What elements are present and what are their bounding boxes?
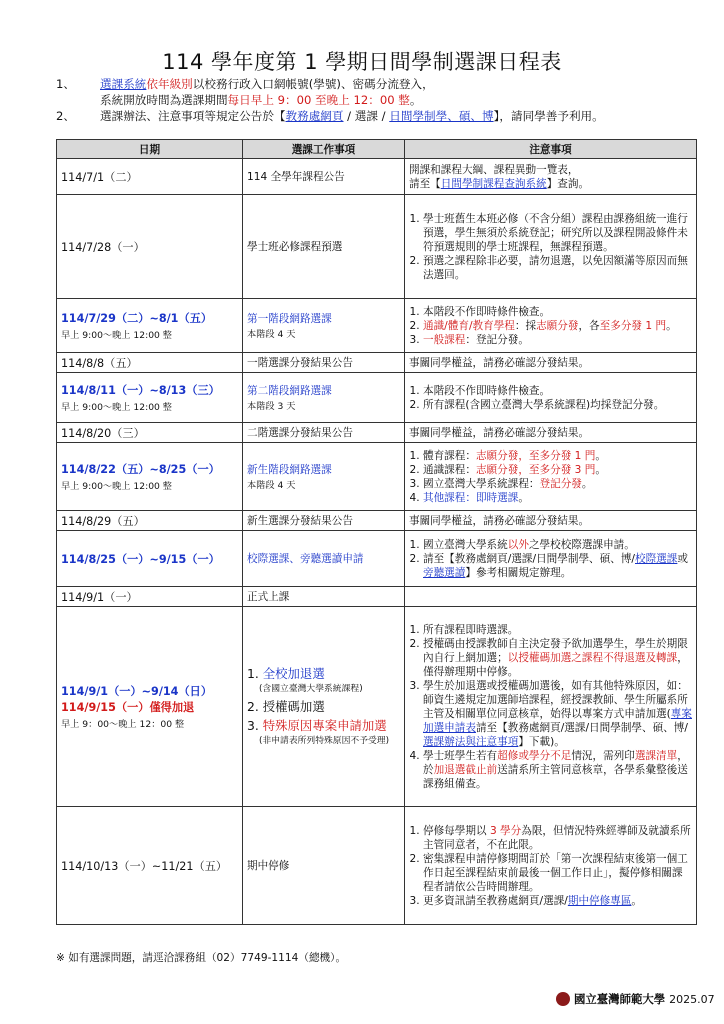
work-list-sub: (含國立臺灣大學系統課程): [259, 684, 363, 694]
text-run: 以校務行政入口網帳號(學號)、密碼分流登入，: [192, 77, 434, 91]
table-row: [57, 353, 697, 373]
text-run: 登記分發: [539, 477, 582, 490]
notes-cell: [405, 195, 697, 299]
work-title: 新生階段網路選課: [247, 464, 332, 476]
work-list-item: [247, 716, 400, 735]
text-run: 依年級別: [146, 77, 193, 91]
work-cell: [243, 531, 405, 587]
text-run: 。: [518, 491, 529, 504]
notes-list: [409, 449, 692, 505]
text-run: 國立臺灣大學系統: [423, 538, 508, 551]
work-list-sub: (非申請表所列特殊原因不予受理): [259, 736, 390, 746]
table-row: [57, 373, 697, 423]
notes-cell: [405, 607, 697, 807]
work-title: 第二階段網路選課: [247, 385, 332, 397]
work-list-number: 1.: [247, 666, 263, 681]
text-run: 停修每學期以: [423, 824, 490, 837]
link-text[interactable]: 日間學制學、碩、博: [389, 109, 494, 123]
text-run: 請至【教務處網頁/選課/日間學制學、碩、博/: [423, 552, 635, 565]
notes-list: [409, 305, 692, 347]
work-cell: [243, 299, 405, 353]
text-run: 】查詢。: [546, 177, 590, 190]
schedule-table: [56, 139, 697, 925]
header-work: 選課工作事項: [243, 140, 405, 159]
date-range: 114/9/1（一）: [61, 590, 138, 604]
text-run: 系統開放時間為選課期間: [100, 93, 228, 107]
text-run: 以授權碼加選之課程不得退選及轉課: [507, 651, 678, 664]
date-cell: [57, 159, 243, 195]
note-item: [423, 463, 692, 477]
text-run: ，僅得辦理期中停修。: [423, 651, 688, 678]
work-duration: 本階段 4 天: [247, 480, 296, 491]
text-run: 所有課程(含國立臺灣大學系統課程)均採登記分發。: [423, 398, 665, 411]
text-run: 選課辦法、注意事項等規定公告於【: [100, 109, 286, 123]
note-item: [423, 824, 692, 852]
work-cell: [243, 423, 405, 443]
text-run: 。: [581, 477, 593, 490]
text-run: 。: [631, 894, 643, 907]
work-cell: [243, 511, 405, 531]
note-item: [423, 852, 692, 894]
text-run: 其他課程：即時選課: [423, 491, 519, 504]
work-list-item: [247, 697, 400, 716]
date-cell: [57, 587, 243, 607]
link-text[interactable]: 日間學制課程查詢系統: [440, 177, 547, 190]
text-run: / 選課 /: [343, 109, 390, 123]
work-cell: [243, 353, 405, 373]
text-run: 國立臺灣大學系統課程：: [423, 477, 540, 490]
text-run: 之學校校際選課申請。: [528, 538, 635, 551]
text-run: 超修或學分不足: [497, 749, 572, 762]
work-title: 學士班必修課程預選: [247, 241, 343, 253]
work-list-number: 3.: [247, 718, 263, 733]
text-run: 。: [595, 463, 606, 476]
table-row: [57, 531, 697, 587]
work-list-label: 全校加退選: [262, 666, 325, 681]
text-run: 事關同學權益，請務必確認分發結果。: [409, 426, 590, 439]
text-run: ，於: [423, 749, 688, 776]
text-run: 選課清單: [634, 749, 678, 762]
text-run: 授權碼由授課教師自主決定發予欲加選學生，學生於期限內自行上網加選；: [423, 637, 688, 664]
note-item: [423, 398, 692, 412]
note-item: [423, 477, 692, 491]
table-row: [57, 607, 697, 807]
text-run: 為限，但情況特殊經導師及就讀系所主管同意者，不在此限。: [423, 824, 691, 851]
notes-list: [409, 384, 692, 412]
work-duration: 本階段 3 天: [247, 401, 296, 412]
table-row: [57, 299, 697, 353]
work-cell: [243, 195, 405, 299]
text-run: 或: [677, 552, 688, 565]
table-row: [57, 807, 697, 925]
notes-cell: [405, 443, 697, 511]
date-cell: [57, 531, 243, 587]
date-range: 114/7/1（二）: [61, 170, 138, 184]
date-cell: [57, 807, 243, 925]
table-row: [57, 443, 697, 511]
text-run: 所有課程即時選課。: [423, 623, 519, 636]
text-run: 預選之課程除非必要，請勿退選，以免因額滿等原因而無法選回。: [423, 254, 688, 281]
text-run: 通識課程：: [423, 463, 476, 476]
note-item: [423, 449, 692, 463]
notes-list: [409, 623, 692, 791]
university-logo: [556, 991, 715, 1007]
date-cell: [57, 195, 243, 299]
intro-text-line2: [100, 92, 696, 108]
notes-cell: [405, 587, 697, 607]
work-list-number: 2.: [247, 699, 263, 714]
work-duration: 本階段 4 天: [247, 329, 296, 340]
text-run: 。: [595, 449, 606, 462]
text-run: 。: [666, 319, 677, 332]
note-line: [409, 356, 692, 370]
text-run: 以外: [507, 538, 529, 551]
table-row: [57, 511, 697, 531]
date-range: 114/8/29（五）: [61, 514, 145, 528]
work-cell: [243, 807, 405, 925]
work-cell: [243, 443, 405, 511]
text-run: 密集課程申請停修期間訂於「第一次課程結束後第一個工作日起至課程結束前最後一個工作日止」，擬停修相關課程者請依公告時間辦理。: [423, 852, 688, 893]
text-run: 更多資訊請至教務處網頁/選課/: [423, 894, 568, 907]
date-range: 114/9/1（一）~9/14（日）: [61, 685, 213, 698]
work-cell: [243, 159, 405, 195]
date-range: 114/8/11（一）~8/13（三）: [61, 384, 220, 397]
date-addendum: 114/9/15（一）僅得加退: [61, 701, 195, 714]
intro-number: 2、: [56, 109, 75, 123]
date-range: 114/7/29（二）~8/1（五）: [61, 312, 213, 325]
text-run: ：採: [514, 319, 537, 332]
work-title: 第一階段網路選課: [247, 313, 332, 325]
intro-item: [56, 108, 696, 124]
table-row: [57, 195, 697, 299]
date-range: 114/8/8（五）: [61, 356, 138, 370]
date-range: 114/7/28（一）: [61, 240, 145, 254]
header-notes: 注意事項: [405, 140, 697, 159]
note-item: [423, 333, 692, 347]
work-title: 114 全學年課程公告: [247, 171, 345, 183]
text-run: 每日早上 9：00 至晚上 12：00 整: [227, 93, 410, 107]
table-row: [57, 587, 697, 607]
notes-list: [409, 538, 692, 580]
notes-cell: [405, 353, 697, 373]
intro-number: 1、: [56, 77, 75, 91]
text-run: 學生於加退選或授權碼加選後，如有其他特殊原因，如：師資生遴規定加選師培課程，經授課教師、學生所屬系所主管及相關單位同意核章，始得以專案方式申請加選(: [423, 679, 688, 720]
work-list-label: 特殊原因專案申請加選: [262, 718, 387, 733]
date-range: 114/8/20（三）: [61, 426, 145, 440]
time-window: 早上 9:00～晚上 12:00 整: [61, 330, 172, 341]
text-run: 志願分發，至多分發 3 門: [475, 463, 596, 476]
table-row: [57, 159, 697, 195]
table-row: [57, 423, 697, 443]
note-line: [409, 426, 692, 440]
link-text[interactable]: 教務處網頁: [285, 109, 344, 123]
link-text[interactable]: 期中停修專區: [567, 894, 632, 907]
note-item: [423, 319, 692, 333]
date-range: 114/8/25（一）~9/15（一）: [61, 552, 220, 566]
work-cell: [243, 373, 405, 423]
intro-text: [100, 108, 696, 124]
text-run: 學士班學生若有: [423, 749, 498, 762]
text-run: 至多分發 1 門: [599, 319, 667, 332]
date-cell: [57, 443, 243, 511]
notes-list: [409, 212, 692, 282]
header-date: 日期: [57, 140, 243, 159]
note-item: [423, 212, 692, 254]
contact-note: ※ 如有選課問題，請逕洽課務組（02）7749-1114（總機）。: [56, 952, 347, 964]
time-window: 早上 9:00～晚上 12:00 整: [61, 481, 172, 492]
text-run: 3 學分: [489, 824, 522, 837]
notes-cell: [405, 531, 697, 587]
notes-cell: [405, 159, 697, 195]
note-item: [423, 305, 692, 319]
text-run: 加退選截止前: [433, 763, 498, 776]
text-run: 體育課程：: [423, 449, 476, 462]
text-run: 請至【教務處網頁/選課/日間學制學、碩、博/: [475, 721, 688, 734]
notes-cell: [405, 807, 697, 925]
work-cell: [243, 607, 405, 807]
intro-item: [56, 76, 696, 108]
link-text[interactable]: 校際選課: [635, 552, 678, 565]
page-title: 114 學年度第 1 學期日間學制選課日程表: [162, 50, 562, 74]
text-run: 通識/體育/教育學程: [423, 319, 515, 332]
date-cell: [57, 353, 243, 373]
notes-cell: [405, 511, 697, 531]
link-text[interactable]: 旁聽選讀: [423, 566, 466, 579]
date-cell: [57, 373, 243, 423]
text-run: 志願分發，至多分發 1 門: [475, 449, 596, 462]
notes-cell: [405, 299, 697, 353]
document-date: 2025.07: [669, 992, 715, 1006]
notes-cell: [405, 373, 697, 423]
text-run: 情況，需列印: [571, 749, 635, 762]
date-cell: [57, 511, 243, 531]
date-cell: [57, 607, 243, 807]
text-run: 本階段不作即時條件檢查。: [423, 305, 551, 318]
link-text[interactable]: 專案加選申請表: [423, 707, 692, 734]
note-line: [409, 514, 692, 528]
note-item: [423, 749, 692, 791]
intro-notes: [56, 76, 696, 124]
text-run: 志願分發: [536, 319, 579, 332]
notes-cell: [405, 423, 697, 443]
text-run: ，各: [578, 319, 600, 332]
text-run: 本階段不作即時條件檢查。: [423, 384, 551, 397]
date-range: 114/10/13（一）~11/21（五）: [61, 859, 228, 873]
note-item: [423, 254, 692, 282]
time-window: 早上 9：00～晚上 12：00 整: [61, 719, 185, 730]
text-run: 】下載)。: [518, 735, 565, 748]
date-cell: [57, 299, 243, 353]
note-item: [423, 623, 692, 637]
work-title: 新生選課分發結果公告: [247, 515, 353, 527]
text-run: ：登記分發。: [465, 333, 529, 346]
work-title: 一階選課分發結果公告: [247, 357, 353, 369]
text-run: 】，請同學善予利用。: [493, 109, 604, 123]
note-item: [423, 552, 692, 580]
note-line: [409, 163, 692, 177]
notes-list: [409, 824, 692, 908]
text-run: 事關同學權益，請務必確認分發結果。: [409, 514, 590, 527]
intro-text: [100, 76, 696, 108]
work-title: 期中停修: [247, 860, 290, 872]
work-title: 正式上課: [247, 591, 290, 603]
university-seal-icon: [556, 992, 570, 1006]
work-title: 校際選課、旁聽選讀申請: [247, 553, 364, 565]
link-text[interactable]: 選課辦法與注意事項: [423, 735, 519, 748]
text-run: 開課和課程大綱、課程異動一覽表，: [409, 163, 579, 176]
table-header-row: [57, 140, 697, 159]
text-run: 請至【: [409, 177, 441, 190]
text-run: 。: [409, 93, 422, 107]
link-text[interactable]: 選課系統: [100, 77, 147, 91]
university-name: 國立臺灣師範大學: [574, 992, 666, 1006]
note-item: [423, 384, 692, 398]
note-line: [409, 177, 692, 191]
text-run: 】參考相關規定辦理。: [465, 566, 572, 579]
work-list-item: [247, 664, 400, 683]
note-item: [423, 637, 692, 679]
work-title: 二階選課分發結果公告: [247, 427, 353, 439]
date-range: 114/8/22（五）~8/25（一）: [61, 463, 220, 476]
note-item: [423, 491, 692, 505]
note-item: [423, 894, 692, 908]
note-item: [423, 679, 692, 749]
work-list-label: 授權碼加選: [262, 699, 325, 714]
work-cell: [243, 587, 405, 607]
text-run: 事關同學權益，請務必確認分發結果。: [409, 356, 590, 369]
time-window: 早上 9:00～晚上 12:00 整: [61, 402, 172, 413]
date-cell: [57, 423, 243, 443]
text-run: 一般課程: [423, 333, 466, 346]
text-run: 學士班舊生本班必修（不含分組）課程由課務組統一進行預選，學生無須於系統登記；研究所以及課程開設條件未符預選規則的學士班課程，無課程預選。: [423, 212, 688, 253]
text-run: 送請系所主管同意核章，各學系彙整後送課務組備查。: [423, 763, 688, 790]
note-item: [423, 538, 692, 552]
